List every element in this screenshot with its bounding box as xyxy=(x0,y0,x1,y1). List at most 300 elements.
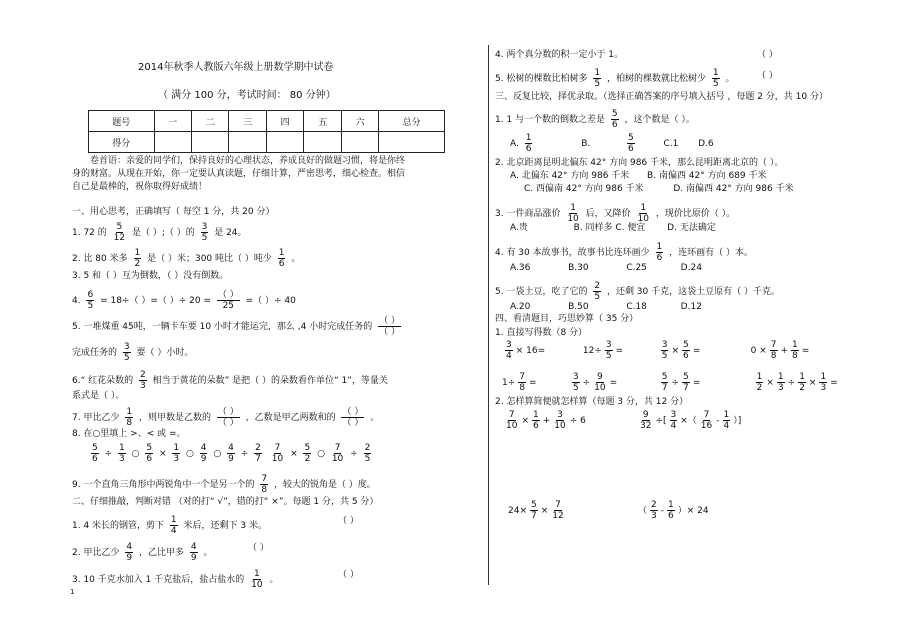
fraction xyxy=(791,340,799,361)
fraction xyxy=(667,500,675,521)
score-cell: 二 xyxy=(192,111,229,132)
denominator: 5 xyxy=(594,79,601,89)
option-a[interactable]: A.贵 xyxy=(510,223,528,233)
denominator: 6 xyxy=(278,259,285,269)
denominator: 10 xyxy=(506,421,518,431)
fraction xyxy=(217,290,240,311)
option-b[interactable]: B. 南偏西 42° 方向 689 千米 xyxy=(647,171,767,181)
q-text: 3. 10 千克水加入 1 千克盐后，盐占盐水的 xyxy=(72,575,245,585)
fraction xyxy=(530,500,538,521)
denominator: 5 xyxy=(605,351,612,361)
fraction xyxy=(525,133,533,154)
fraction xyxy=(86,290,94,311)
answer-bracket[interactable]: （ ） xyxy=(338,570,359,580)
fraction xyxy=(593,68,601,89)
calc-tail: = xyxy=(609,378,618,388)
calc-prefix: 24× xyxy=(508,506,527,516)
answer-bracket[interactable]: （ ） xyxy=(248,543,269,553)
denominator: 5 xyxy=(594,292,601,302)
compare-item xyxy=(328,443,374,464)
numerator: 1 xyxy=(820,372,827,382)
denominator: 10 xyxy=(331,454,344,464)
fraction xyxy=(756,372,764,393)
fraction xyxy=(125,542,133,563)
fraction xyxy=(656,242,664,263)
numerator: 9 xyxy=(597,372,603,382)
q-text: 是 24。 xyxy=(214,228,247,238)
calc-item xyxy=(583,340,655,361)
fraction xyxy=(553,410,566,431)
score-table-score-row xyxy=(89,132,445,153)
numerator: 5 xyxy=(683,340,689,350)
fraction xyxy=(271,443,284,464)
fraction xyxy=(227,443,235,464)
q-text: ，柏树的棵数就比松树少 xyxy=(606,74,706,84)
fraction xyxy=(518,372,526,393)
denominator: 9 xyxy=(126,553,133,563)
denominator: 5 xyxy=(364,454,371,464)
fraction xyxy=(798,372,806,393)
operator: ÷[ xyxy=(655,416,667,426)
calc-tail: = xyxy=(615,346,624,356)
operator: ÷ xyxy=(671,378,680,388)
option-d[interactable]: D. 南偏西 42° 方向 986 千米 xyxy=(673,184,794,194)
fraction xyxy=(190,542,198,563)
option-c[interactable]: C.18 xyxy=(626,302,647,312)
denominator: 3 xyxy=(140,381,146,391)
intro-line: 自己是最棒的，祝你取得好成绩！ xyxy=(72,182,208,192)
denominator: 12 xyxy=(552,511,564,521)
denominator: 8 xyxy=(770,351,777,361)
simplify-1 xyxy=(502,410,586,431)
calc-tail: ）] xyxy=(733,416,742,426)
compare-circle[interactable]: ○ xyxy=(213,449,222,459)
denominator: 5 xyxy=(201,233,208,243)
denominator: 6 xyxy=(525,144,532,154)
fraction xyxy=(723,410,731,431)
score-input-cell[interactable] xyxy=(341,132,378,153)
numerator: 7 xyxy=(274,443,281,453)
denominator: 16 xyxy=(700,421,713,431)
score-cell: 三 xyxy=(229,111,266,132)
numerator: 5 xyxy=(628,133,634,143)
denominator: 2 xyxy=(756,383,763,393)
option-b[interactable]: B. xyxy=(581,139,591,149)
section4-sub2: 2. 怎样算简便就怎样算（每题 3 分，共 12 分） xyxy=(495,397,689,407)
calc-prefix: 1÷ xyxy=(502,378,516,388)
numerator: 7 xyxy=(770,340,777,350)
q-text: 。 xyxy=(725,74,735,84)
calc-tail: = xyxy=(692,346,701,356)
column-divider xyxy=(488,45,489,585)
numerator: 7 xyxy=(519,372,526,382)
option-d[interactable]: D.24 xyxy=(680,263,702,273)
section3-heading: 三、反复比较，择优录取。（选择正确答案的序号填入括号 ，每题 2 分，共 10 分） xyxy=(495,92,828,102)
question-1-9 xyxy=(72,474,376,495)
numerator: 7 xyxy=(508,410,515,420)
intro-line: 卷首语：亲爱的同学们，保持良好的心理状态，养成良好的做题习惯，将是你终 xyxy=(90,156,406,166)
denominator: 9 xyxy=(190,553,197,563)
score-input-cell[interactable] xyxy=(154,132,191,153)
option-a[interactable]: A.36 xyxy=(510,263,531,273)
calc-row-2 xyxy=(502,372,838,393)
compare-item xyxy=(88,443,142,464)
question-3-3-options xyxy=(510,222,716,234)
calc-item xyxy=(753,372,838,393)
option-a[interactable]: A.20 xyxy=(510,302,531,312)
numerator: 1 xyxy=(570,203,576,213)
numerator: 3 xyxy=(661,340,668,350)
q-text: 2. 比 80 米多 xyxy=(72,254,128,264)
operator: ÷ xyxy=(582,378,591,388)
compare-circle[interactable]: ○ xyxy=(186,449,194,459)
option-c[interactable]: C. 便宜 xyxy=(615,223,646,233)
fraction xyxy=(134,248,142,269)
calc-item xyxy=(750,340,810,361)
operator: - xyxy=(716,416,720,426)
question-2-5 xyxy=(495,68,734,89)
denominator: 6 xyxy=(628,144,634,154)
option-b[interactable]: B.30 xyxy=(568,263,589,273)
compare-circle[interactable]: ○ xyxy=(317,449,325,459)
denominator: 3 xyxy=(173,454,180,464)
numerator: 1 xyxy=(792,340,798,350)
numerator: 1 xyxy=(594,68,601,78)
numerator: 7 xyxy=(261,474,268,484)
fraction xyxy=(139,370,147,391)
operator: ÷ xyxy=(240,449,249,459)
exam-subtitle: （ 满分 100 分，考试时间： 80 分钟） xyxy=(158,90,336,101)
denominator: 12 xyxy=(113,233,126,243)
score-input-cell[interactable] xyxy=(379,132,445,153)
fraction xyxy=(682,372,690,393)
denominator: 6 xyxy=(668,511,674,521)
score-cell: 得分 xyxy=(89,132,155,153)
numerator: 2 xyxy=(255,443,261,453)
numerator: 4 xyxy=(126,542,133,552)
denominator: 10 xyxy=(271,454,284,464)
option-c[interactable]: C.25 xyxy=(626,263,647,273)
denominator: 7 xyxy=(661,383,668,393)
fraction xyxy=(91,443,99,464)
score-input-cell[interactable] xyxy=(192,132,229,153)
numerator: 5 xyxy=(92,443,98,453)
question-1-8: 8. 在○里填上 >、< 或 =。 xyxy=(72,429,186,439)
question-3-4-options xyxy=(510,262,702,274)
q-text: 。 xyxy=(370,413,380,423)
calc-tail: = xyxy=(830,378,838,388)
denominator: 8 xyxy=(126,418,133,428)
fraction xyxy=(532,410,540,431)
calc-item xyxy=(658,372,750,393)
denominator: 6 xyxy=(533,421,539,431)
numerator: 9 xyxy=(642,410,649,420)
fraction xyxy=(378,316,401,337)
calc-item xyxy=(569,372,655,393)
denominator: 8 xyxy=(792,351,798,361)
denominator: （ ） xyxy=(217,418,239,428)
numerator: 4 xyxy=(190,542,197,552)
numerator: （ ） xyxy=(379,316,400,326)
denominator: 2 xyxy=(134,259,141,269)
denominator: 3 xyxy=(651,511,657,521)
operator: × xyxy=(808,378,817,388)
score-input-cell[interactable] xyxy=(266,132,303,153)
numerator: 1 xyxy=(119,443,125,453)
denominator: 5 xyxy=(572,383,579,393)
compare-circle[interactable]: ○ xyxy=(131,449,140,459)
q-text: 。 xyxy=(269,575,279,585)
numerator: 3 xyxy=(201,222,208,232)
question-3-3 xyxy=(495,203,735,224)
question-1-7 xyxy=(72,407,379,428)
question-1-4 xyxy=(72,290,296,311)
question-2-3 xyxy=(72,569,278,590)
denominator: 4 xyxy=(170,526,177,536)
fraction xyxy=(611,109,619,130)
option-c[interactable]: C.1 xyxy=(663,139,679,149)
numerator: 5 xyxy=(683,372,689,382)
simplify-4 xyxy=(638,500,709,521)
q-text: 。 xyxy=(291,254,301,264)
numerator: 3 xyxy=(605,340,612,350)
fraction xyxy=(777,372,785,393)
denominator: 9 xyxy=(228,454,234,464)
denominator: 4 xyxy=(506,351,512,361)
q-text: 3. 一件商品涨价 xyxy=(495,209,561,219)
numerator: 2 xyxy=(651,500,657,510)
denominator: 10 xyxy=(567,214,579,224)
operator: + xyxy=(780,346,789,356)
answer-bracket[interactable]: （ ） xyxy=(757,50,778,60)
q-text: ，还剩 30 千克，这袋土豆原有（ ）千克。 xyxy=(606,287,780,297)
operator: - xyxy=(660,506,664,516)
q-text: 5. 一袋土豆，吃了它的 xyxy=(495,287,588,297)
denominator: 8 xyxy=(261,485,268,495)
score-cell: 总分 xyxy=(379,111,445,132)
q-text: 是（ ）米；300 吨比（ ）吨少 xyxy=(147,254,272,264)
option-a[interactable]: A. xyxy=(510,139,519,149)
fraction xyxy=(303,443,311,464)
fraction xyxy=(200,443,208,464)
operator: × xyxy=(671,346,680,356)
numerator: 1 xyxy=(777,372,784,382)
denominator: 6 xyxy=(683,351,689,361)
q-text: 1. 4 米长的钢管，剪下 xyxy=(72,521,165,531)
operator: + xyxy=(542,416,551,426)
question-3-5 xyxy=(495,281,780,302)
q-text: 7. 甲比乙少 xyxy=(72,413,120,423)
fraction xyxy=(125,407,133,428)
option-a[interactable]: A. 北偏东 42° 方向 986 千米 xyxy=(510,171,630,181)
calc-prefix: 0 × xyxy=(750,346,767,356)
calc-item xyxy=(502,340,580,361)
numerator: 1 xyxy=(640,203,647,213)
operator: × xyxy=(158,449,167,459)
denominator: 3 xyxy=(820,383,827,393)
numerator: 1 xyxy=(656,242,663,252)
q-text: 完成任务的 xyxy=(72,348,118,358)
numerator: 1 xyxy=(253,569,260,579)
numerator: 1 xyxy=(533,410,539,420)
numerator: 3 xyxy=(506,340,512,350)
calc-prefix: （ xyxy=(638,506,648,516)
fraction xyxy=(217,407,240,428)
numerator: （ ） xyxy=(342,407,364,417)
question-3-1-options xyxy=(510,133,714,154)
answer-bracket[interactable]: （ ） xyxy=(757,71,778,81)
score-input-cell[interactable] xyxy=(229,132,266,153)
fraction xyxy=(572,372,580,393)
q-text: 5. 一堆煤重 45吨，一辆卡车要 10 小时才能运完，那么 ,4 小时完成任务的 xyxy=(72,322,373,332)
fraction xyxy=(605,340,613,361)
q-text: 5. 松树的棵数比柏树多 xyxy=(495,74,588,84)
denominator: 10 xyxy=(554,421,566,431)
option-b[interactable]: B. 同样多 xyxy=(573,223,613,233)
denominator: 5 xyxy=(661,351,668,361)
operator: × xyxy=(540,506,549,516)
denominator: 6 xyxy=(611,120,618,130)
operator: ÷ xyxy=(104,449,113,459)
question-3-4 xyxy=(495,242,753,263)
fraction xyxy=(201,222,209,243)
denominator: 3 xyxy=(777,383,784,393)
question-3-2-options-2 xyxy=(524,183,794,195)
calc-item xyxy=(658,340,748,361)
question-1-6-cont: 系式是（ ）。 xyxy=(72,391,125,401)
answer-bracket[interactable]: （ ） xyxy=(338,516,359,526)
denominator: 2 xyxy=(304,454,311,464)
score-cell: 五 xyxy=(304,111,341,132)
option-d[interactable]: D. 无法确定 xyxy=(667,223,716,233)
fraction xyxy=(331,443,344,464)
q-text: 要（ ）小时。 xyxy=(136,348,194,358)
denominator: 8 xyxy=(519,383,526,393)
q-text: 1. 1 与一个数的倒数之差是 xyxy=(495,115,606,125)
q-text: 。 xyxy=(203,548,213,558)
denominator: 25 xyxy=(222,301,235,311)
calc-tail: = xyxy=(529,378,537,388)
q-text: 2. 甲比乙少 xyxy=(72,548,120,558)
calc-item xyxy=(502,372,566,393)
fraction xyxy=(593,372,606,393)
q-text: 后，又降价 xyxy=(585,209,631,219)
calc-row-1 xyxy=(502,340,809,361)
q-text: ，则甲数是乙数的 xyxy=(138,413,211,423)
numerator: 5 xyxy=(146,443,153,453)
section4-sub1: 1. 直接写得数（8 分） xyxy=(495,328,588,338)
score-table xyxy=(88,110,445,153)
fraction xyxy=(172,443,180,464)
denominator: 7 xyxy=(255,454,261,464)
denominator: 5 xyxy=(87,301,94,311)
question-3-5-options xyxy=(510,301,702,313)
fraction xyxy=(819,372,827,393)
fraction xyxy=(551,500,564,521)
question-1-5 xyxy=(72,316,404,337)
fraction xyxy=(650,500,658,521)
simplify-2 xyxy=(636,410,741,431)
section2-heading: 二、仔细推敲，判断对错 （对的打“ √”，错的打“ ×”。每题 1 分，共 5 分） xyxy=(72,497,379,507)
question-1-2 xyxy=(72,248,300,269)
intro-line: 身的财富。从现在开始，你一定要认真读题，仔细计算，严密思考，细心检查。相信 xyxy=(72,169,406,179)
denominator: 4 xyxy=(723,421,730,431)
operator: ×（ xyxy=(680,416,697,426)
fraction xyxy=(639,410,652,431)
question-3-2-options-1 xyxy=(510,170,767,182)
calc-tail: ÷ 6 xyxy=(569,416,586,426)
q-text: 4. xyxy=(72,296,81,306)
fraction xyxy=(341,407,364,428)
numerator: 3 xyxy=(123,342,130,352)
score-input-cell[interactable] xyxy=(304,132,341,153)
denominator: 4 xyxy=(670,421,677,431)
denominator: 10 xyxy=(637,214,649,224)
numerator: （ ） xyxy=(217,290,239,300)
page-number: 1 xyxy=(70,588,75,596)
q-text: ，乙数是甲乙两数和的 xyxy=(245,413,336,423)
numerator: 1 xyxy=(668,500,674,510)
option-b[interactable]: B.50 xyxy=(568,302,589,312)
q-text: 是（ ）;（ ）的 xyxy=(131,228,195,238)
question-1-3: 3. 5 和（ ）互为倒数，（ ）没有倒数。 xyxy=(72,271,229,281)
numerator: 2 xyxy=(364,443,371,453)
fraction xyxy=(254,443,262,464)
score-cell: 题号 xyxy=(89,111,155,132)
numerator: 7 xyxy=(703,410,710,420)
numerator: 7 xyxy=(555,500,561,510)
q-text: 9. 一个直角三角形中两锐角中一个是另一个的 xyxy=(72,480,255,490)
denominator: 9 xyxy=(200,454,207,464)
numerator: 6 xyxy=(87,290,94,300)
q-text: ，这个数是（ ）。 xyxy=(624,115,695,125)
question-1-1 xyxy=(72,222,247,243)
numerator: 4 xyxy=(200,443,207,453)
denominator: 6 xyxy=(92,454,98,464)
compare-item xyxy=(142,443,196,464)
numerator: 1 xyxy=(723,410,730,420)
numerator: 1 xyxy=(278,248,285,258)
q-text: =（ ）÷ 40 xyxy=(245,296,296,306)
fraction xyxy=(712,68,720,89)
question-1-5-cont xyxy=(72,342,193,363)
numerator: 5 xyxy=(661,372,668,382)
denominator: 10 xyxy=(251,580,263,590)
option-d[interactable]: D.6 xyxy=(698,139,714,149)
section4-heading: 四、看清题目，巧思妙算（ 35 分） xyxy=(495,314,639,324)
q-text: 米后，还剩下 3 米。 xyxy=(183,521,267,531)
numerator: 2 xyxy=(140,370,146,380)
numerator: 2 xyxy=(594,281,601,291)
operator: × xyxy=(766,378,774,388)
q-text: ，连环画有（ ）本。 xyxy=(669,248,753,258)
option-d[interactable]: D.12 xyxy=(680,302,702,312)
q-text: ，较大的锐角是（ ）度。 xyxy=(273,480,376,490)
compare-item xyxy=(197,443,268,464)
question-2-2 xyxy=(72,542,212,563)
option-c[interactable]: C. 西偏南 42° 方向 986 千米 xyxy=(524,184,644,194)
calc-prefix: 12÷ xyxy=(582,346,602,356)
fraction xyxy=(278,248,286,269)
score-cell: 六 xyxy=(341,111,378,132)
calc-tail: = xyxy=(692,378,701,388)
numerator: 3 xyxy=(572,372,579,382)
fraction xyxy=(505,340,513,361)
fraction xyxy=(661,340,669,361)
numerator: 7 xyxy=(334,443,341,453)
denominator: （ ） xyxy=(379,327,400,337)
fraction xyxy=(670,410,678,431)
